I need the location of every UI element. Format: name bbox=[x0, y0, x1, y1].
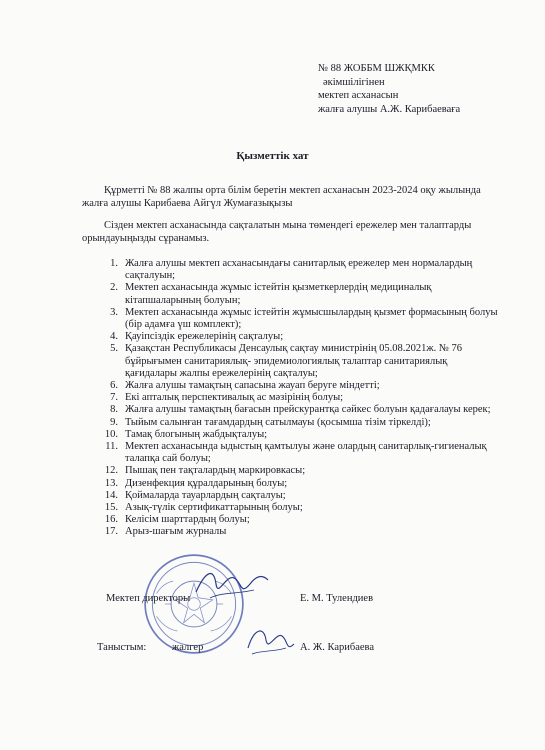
list-item-text: Жалға алушы мектеп асханасындағы санитарлық ережелер мен нормалардың сақталуын; bbox=[125, 258, 473, 282]
director-role: Мектеп директоры bbox=[106, 593, 191, 604]
list-item-text: Жалға алушы тамақтың сапасына жауап беруге міндетті; bbox=[125, 380, 380, 392]
list-item-text: Қазақстан Республикасы Денсаулық сақтау министрінің 05.08.2021ж. № 76 бұйрығымен санитариялық- эпидемиологиялық талаптар санитариялық қағидалары жалпы ережелерінің сақталуы; bbox=[125, 343, 463, 379]
list-item bbox=[82, 502, 500, 514]
list-item-number: 12. bbox=[104, 465, 118, 477]
list-item-number: 9. bbox=[110, 416, 118, 428]
list-item bbox=[82, 514, 500, 526]
list-item-number: 13. bbox=[104, 477, 118, 489]
list-item bbox=[82, 258, 500, 282]
list-item-text: Келісім шарттардың болуы; bbox=[125, 514, 250, 526]
list-item-text: Мектеп асханасында ыдыстың қамтылуы және олардың санитарлық-гигиеналық талапқа сай болуы; bbox=[125, 441, 487, 465]
document-title: Қызметтік хат bbox=[236, 150, 309, 162]
recipient-block bbox=[318, 62, 460, 116]
greeting-paragraph bbox=[82, 184, 490, 210]
list-item bbox=[82, 478, 500, 490]
list-item-number: 6. bbox=[110, 380, 118, 392]
tenant-signature bbox=[242, 622, 298, 660]
list-item bbox=[82, 465, 500, 477]
director-signature bbox=[192, 562, 272, 606]
list-item-number: 2. bbox=[110, 282, 118, 294]
list-item-number: 17. bbox=[104, 526, 118, 538]
list-item bbox=[82, 404, 500, 416]
list-item bbox=[82, 441, 500, 465]
list-item-number: 14. bbox=[104, 489, 118, 501]
list-item-text: Дизенфекция құралдарының болуы; bbox=[125, 477, 288, 489]
tenant-role: жалгер bbox=[172, 642, 204, 653]
list-item-number: 15. bbox=[104, 502, 118, 514]
list-item bbox=[82, 429, 500, 441]
list-item-number: 10. bbox=[104, 428, 118, 440]
list-item bbox=[82, 526, 500, 538]
list-item bbox=[82, 343, 500, 380]
list-item-text: Тыйым салынған тағамдардың сатылмауы (қосымша тізім тіркелді); bbox=[125, 416, 431, 428]
list-item-text: Азық-түлік сертификаттарының болуы; bbox=[125, 502, 303, 514]
list-item bbox=[82, 417, 500, 429]
greeting-text: Құрметті № 88 жалпы орта білім беретін мектеп асханасын 2023-2024 оқу жылында жалға алушы Карибаева Айгүл Жумағазықызы bbox=[82, 185, 481, 209]
list-item-text: Тамақ блогының жабдықталуы; bbox=[125, 428, 268, 440]
list-item-text: Қауіпсіздік ережелерінің сақталуы; bbox=[125, 331, 284, 343]
request-paragraph bbox=[82, 219, 490, 245]
recipient-line-3: мектеп асханасын bbox=[318, 90, 399, 101]
list-item-number: 1. bbox=[110, 258, 118, 269]
list-item bbox=[82, 380, 500, 392]
list-item-number: 7. bbox=[110, 392, 118, 404]
list-item-number: 3. bbox=[110, 306, 118, 318]
list-item bbox=[82, 392, 500, 404]
requirements-list bbox=[82, 258, 500, 539]
list-item-text: Қоймаларда тауарлардың сақталуы; bbox=[125, 489, 286, 501]
list-item-text: Арыз-шағым журналы bbox=[125, 526, 227, 538]
list-item-text: Мектеп асханасында жұмыс істейтін жұмысшылардың қызмет формасының болуы (бір адамға үш комплект); bbox=[125, 306, 498, 331]
list-item-number: 11. bbox=[105, 441, 118, 453]
request-text: Сізден мектеп асханасында сақталатын мына төмендегі ережелер мен талаптарды орындауыңызды сұранамыз. bbox=[82, 220, 472, 244]
recipient-line-4: жалға алушы А.Ж. Карибаеваға bbox=[318, 103, 461, 115]
director-name: Е. М. Тулендиев bbox=[300, 593, 374, 604]
list-item bbox=[82, 282, 500, 306]
list-item-number: 5. bbox=[110, 343, 118, 355]
tenant-name: А. Ж. Карибаева bbox=[300, 642, 375, 653]
recipient-line-1: № 88 ЖОББМ ШЖҚМКК bbox=[318, 63, 435, 74]
list-item bbox=[82, 307, 500, 331]
list-item bbox=[82, 490, 500, 502]
recipient-line-2: әкімшілігінен bbox=[323, 76, 385, 88]
list-item-text: Екі апталық перспективалық ас мәзірінің болуы; bbox=[125, 392, 344, 404]
list-item-number: 4. bbox=[110, 331, 118, 343]
acknowledged-label: Таныстым: bbox=[97, 642, 147, 653]
list-item bbox=[82, 331, 500, 343]
list-item-number: 16. bbox=[104, 514, 118, 526]
list-item-text: Мектеп асханасында жұмыс істейтін қызметкерлердің медициналық кітапшаларының болуын; bbox=[125, 282, 432, 306]
list-item-text: Пышақ пен тақталардың маркировкасы; bbox=[125, 465, 306, 477]
list-item-text: Жалға алушы тамақтың бағасын прейскурантқа сәйкес болуын қадағалауы керек; bbox=[125, 404, 491, 416]
list-item-number: 8. bbox=[110, 404, 118, 416]
